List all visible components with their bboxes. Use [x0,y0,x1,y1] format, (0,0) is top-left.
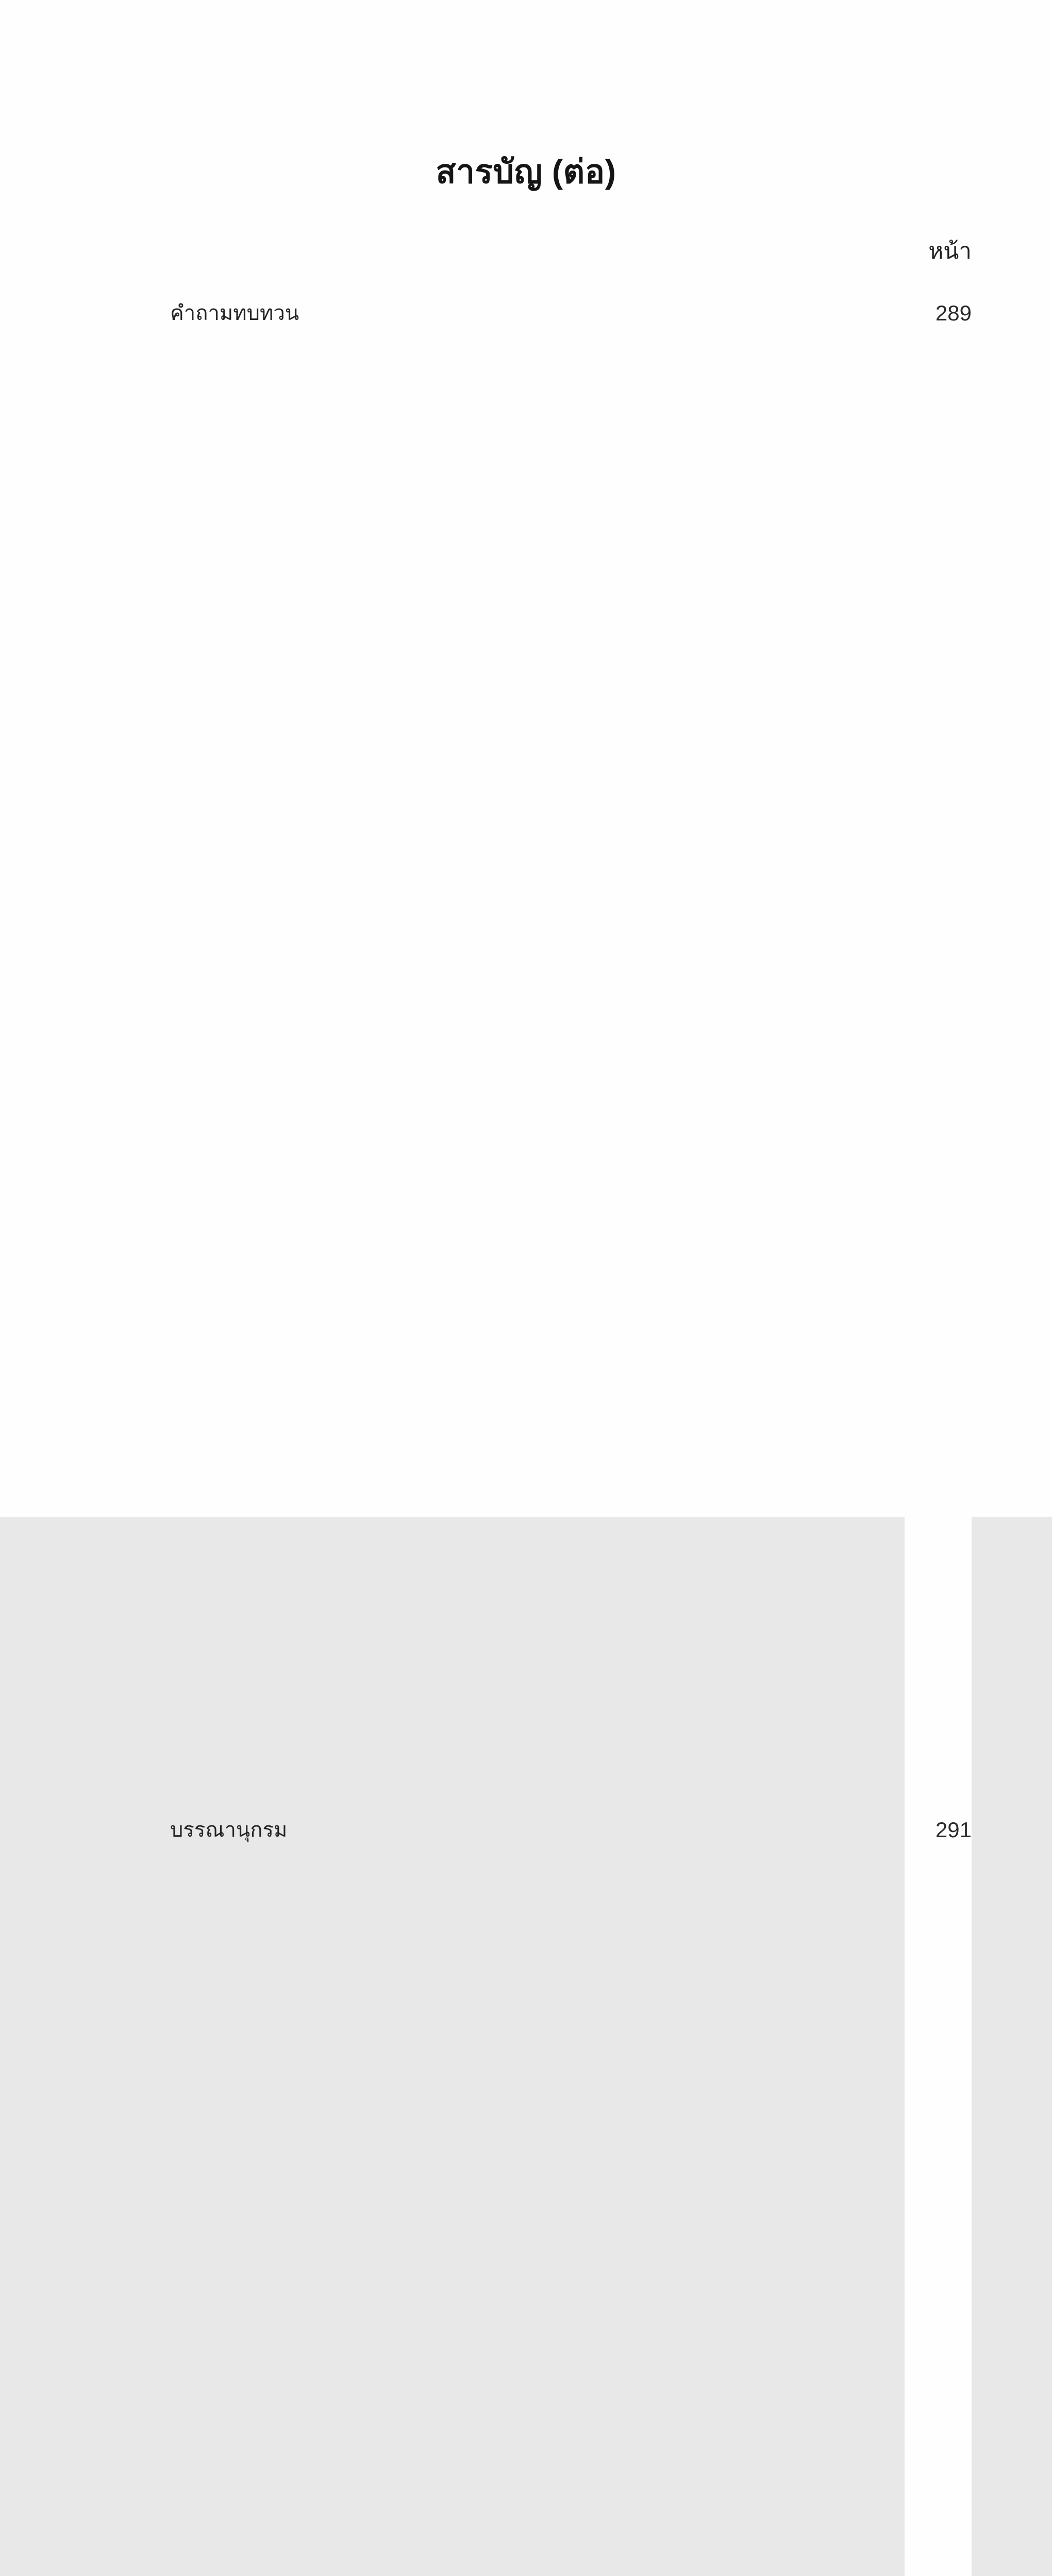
page-title: สารบัญ (ต่อ) [436,153,616,190]
entry-title: คำถามทบทวน [170,302,299,325]
entry-page: 291 [905,1808,972,2576]
entry-title: บรรณานุกรม [170,1819,288,1841]
toc-list [95,292,972,2576]
entry-page: 289 [905,292,972,1808]
page-number-column-header: หน้า [928,239,972,264]
toc-entry [95,1808,972,2576]
toc-entry [95,292,972,1808]
